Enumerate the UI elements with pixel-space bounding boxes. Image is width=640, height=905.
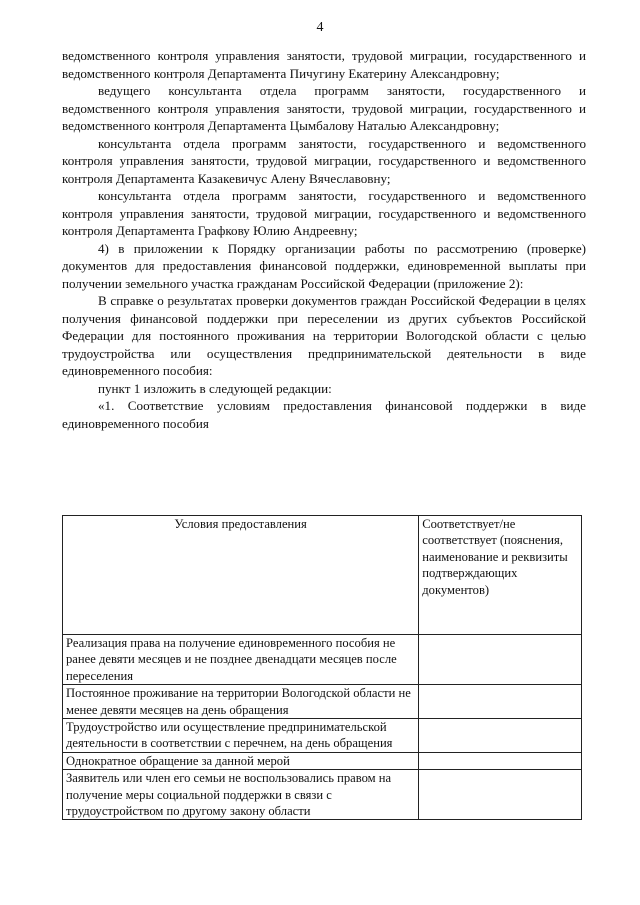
paragraph-employee-tsymbalova: ведущего консультанта отдела программ занятости, государственного и ведомственного контроля управления занятости, трудовой миграции, государственного и ведомственного контроля Департамента Цымбалову Наталью Александровну; — [62, 83, 586, 133]
header-conditions: Условия предоставления — [63, 516, 419, 635]
paragraph-employee-kazakevichus: консультанта отдела программ занятости, государственного и ведомственного контроля управления занятости, трудовой миграции, государственного и ведомственного контроля Департамента Казакевичус Алену Вячеславовну; — [62, 135, 586, 186]
page-number: 4 — [316, 20, 324, 35]
paragraph-employee-pichugina: ведомственного контроля управления занятости, трудовой миграции, государственного и ведомственного контроля Департамента Пичугину Екатерину Александровну; — [62, 48, 586, 81]
conditions-table — [62, 515, 582, 820]
table-row — [63, 752, 582, 769]
paragraph-point-1-instruction: пункт 1 изложить в следующей редакции: — [98, 380, 332, 396]
condition-cell: Реализация права на получение единовременного пособия не ранее девяти месяцев и не позднее двенадцати месяцев после переселения — [63, 635, 419, 685]
paragraph-point-1-text: «1. Соответствие условиям предоставления финансовой поддержки в виде единовременного пособия — [62, 398, 586, 431]
document-body — [62, 47, 586, 432]
table-row — [63, 685, 582, 719]
compliance-cell — [419, 752, 582, 769]
header-compliance: Соответствует/не соответствует (пояснения, наименование и реквизиты подтверждающих документов) — [419, 516, 582, 635]
condition-cell: Постоянное проживание на территории Вологодской области не менее девяти месяцев на день обращения — [63, 685, 419, 719]
condition-cell: Заявитель или член его семьи не воспользовались правом на получение меры социальной поддержки в связи с трудоустройством по другому закону области — [63, 770, 419, 820]
condition-cell: Однократное обращение за данной мерой — [63, 752, 419, 769]
table-row — [63, 770, 582, 820]
table-header-row — [63, 516, 582, 635]
compliance-cell — [419, 770, 582, 820]
table-row — [63, 719, 582, 753]
compliance-cell — [419, 719, 582, 753]
paragraph-certificate-intro: В справке о результатах проверки документов граждан Российской Федерации в целях получения финансовой поддержки при переселении из других субъектов Российской Федерации для постоянного проживания на территории Вологодской области с целью трудоустройства или осуществления предпринимательской деятельности в виде единовременного пособия: — [62, 293, 586, 378]
paragraph-item-4-appendix: 4) в приложении к Порядку организации работы по рассмотрению (проверке) документов для предоставления финансовой поддержки, единовременной выплаты при получении земельного участка гражданам Российской Федерации (приложение 2): — [62, 240, 586, 291]
table-row — [63, 635, 582, 685]
paragraph-employee-grafkova: консультанта отдела программ занятости, государственного и ведомственного контроля управления занятости, трудовой миграции, государственного и ведомственного контроля Департамента Графкову Юлию Андреевну; — [62, 188, 586, 238]
compliance-cell — [419, 685, 582, 719]
condition-cell: Трудоустройство или осуществление предпринимательской деятельности в соответствии с перечнем, на день обращения — [63, 719, 419, 753]
compliance-cell — [419, 635, 582, 685]
